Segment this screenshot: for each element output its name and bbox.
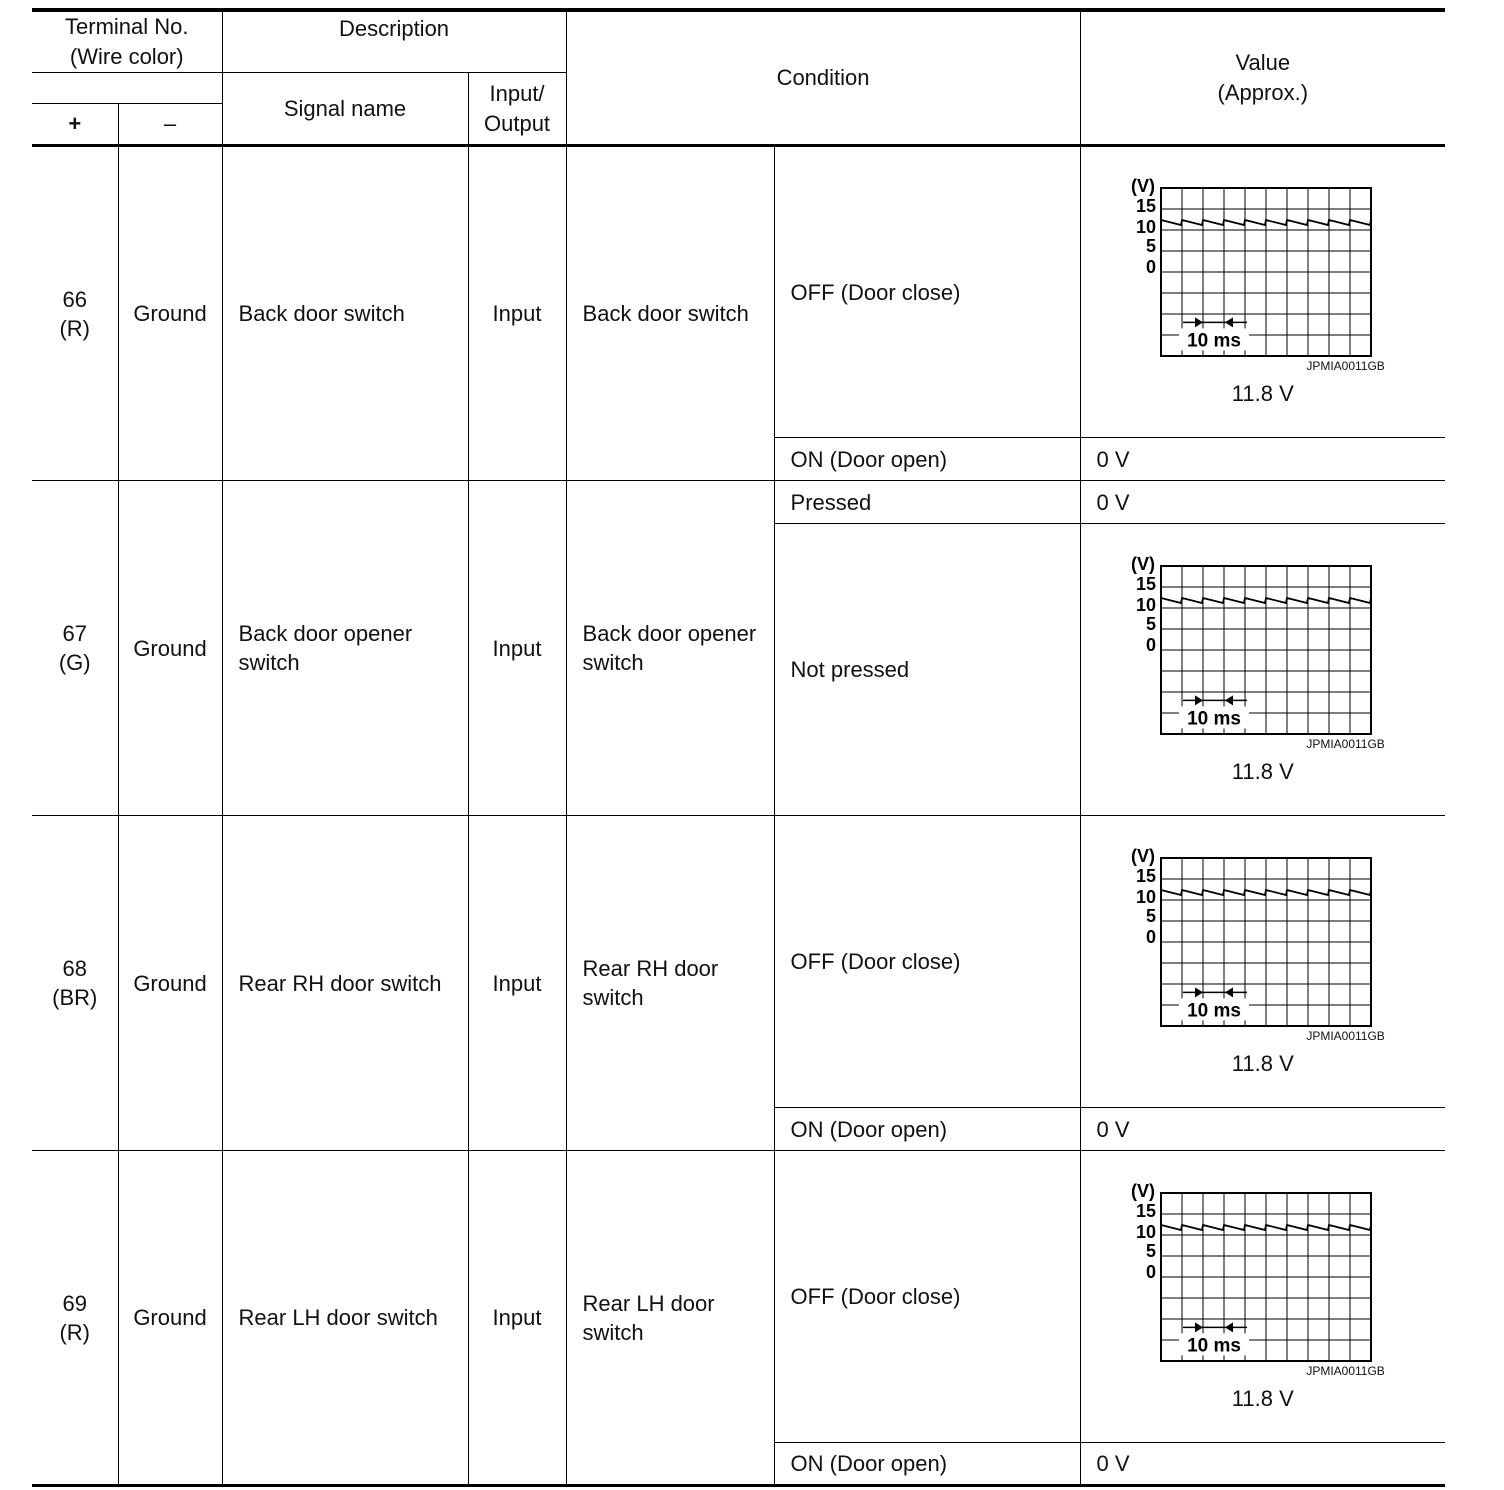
wire-color: (R) — [59, 315, 91, 341]
condition-main-text: Rear RH door — [582, 956, 719, 981]
tick-label: 5 — [1145, 1240, 1156, 1261]
value-cell — [1080, 1108, 1445, 1151]
signal-name-header — [222, 73, 468, 146]
terminal-header-spacer — [32, 73, 222, 104]
signal-name-label: Signal name — [283, 95, 407, 121]
ground-cell — [118, 146, 222, 481]
description-label: Description — [339, 16, 450, 41]
value-cell — [1080, 146, 1445, 438]
io-text: Input — [492, 970, 542, 996]
terminal-number: 66 — [62, 286, 87, 312]
condition-header — [566, 10, 1080, 146]
condition-state-text: OFF (Door close) — [790, 1284, 961, 1309]
value-cell — [1080, 481, 1445, 524]
ground-cell — [118, 816, 222, 1151]
tick-label: 5 — [1145, 905, 1156, 926]
signal-name-text: Back door switch — [238, 301, 405, 326]
tick-label: 5 — [1145, 613, 1156, 634]
terminal-no-header — [32, 10, 222, 73]
condition-main-cell — [566, 146, 774, 481]
signal-name-cell — [222, 816, 468, 1151]
unit-label: (V) — [1130, 1180, 1155, 1201]
condition-main-text: switch — [582, 985, 644, 1010]
signal-name-text: Rear RH door switch — [238, 970, 442, 996]
io-text: Input — [492, 301, 542, 326]
condition-main-text: Rear LH door — [582, 1290, 715, 1316]
tick-label: 10 — [1135, 217, 1156, 237]
terminal-cell — [32, 481, 118, 816]
tick-label: 15 — [1135, 573, 1156, 594]
value-text: 11.8 V — [1231, 381, 1294, 406]
signal-name-cell — [222, 481, 468, 816]
value-cell — [1080, 524, 1445, 816]
io-cell — [468, 816, 566, 1151]
condition-main-text: switch — [582, 650, 644, 675]
signal-name-text: Rear LH door switch — [238, 1305, 438, 1330]
signal-name-cell — [222, 146, 468, 481]
time-scale-label: 10 ms — [1186, 1334, 1241, 1356]
approx-label: (Approx.) — [1217, 80, 1309, 105]
waveform-figure — [1113, 846, 1413, 1078]
condition-state-cell — [774, 524, 1080, 816]
io-cell — [468, 146, 566, 481]
terminal-cell — [32, 1151, 118, 1486]
value-text: 0 V — [1096, 1116, 1130, 1142]
plus-label: + — [68, 111, 82, 136]
table-row — [32, 816, 1445, 1108]
waveform-figure — [1113, 1181, 1413, 1413]
wire-color: (G) — [58, 650, 91, 675]
signal-name-text: Back door opener — [238, 621, 413, 646]
plus-header — [32, 104, 118, 146]
condition-state-cell — [774, 816, 1080, 1108]
table-row — [32, 146, 1445, 438]
condition-main-text: Back door opener — [582, 621, 757, 646]
terminal-number: 68 — [62, 956, 87, 981]
tick-label: 0 — [1145, 257, 1156, 277]
terminal-number: 67 — [62, 621, 87, 646]
io-cell — [468, 1151, 566, 1486]
condition-state-text: Pressed — [790, 489, 872, 515]
tick-label: 10 — [1135, 1221, 1156, 1242]
terminal-number: 69 — [62, 1290, 87, 1316]
condition-state-text: OFF (Door close) — [790, 279, 961, 305]
condition-state-text: ON (Door open) — [790, 1451, 948, 1476]
table-row — [32, 1151, 1445, 1443]
condition-state-cell — [774, 146, 1080, 438]
table-row — [32, 481, 1445, 524]
value-label: Value — [1235, 50, 1291, 75]
minus-terminal: Ground — [133, 1305, 207, 1330]
terminal-spec-table — [32, 8, 1445, 1487]
tick-label: 0 — [1145, 1261, 1156, 1282]
value-header — [1080, 10, 1445, 146]
condition-state-cell — [774, 1443, 1080, 1486]
unit-label: (V) — [1130, 553, 1155, 574]
waveform-graph — [1113, 176, 1413, 362]
time-scale-label: 10 ms — [1186, 330, 1241, 352]
ground-cell — [118, 1151, 222, 1486]
condition-main-cell — [566, 481, 774, 816]
minus-terminal: Ground — [133, 301, 207, 326]
condition-state-text: ON (Door open) — [790, 1116, 948, 1142]
value-cell — [1080, 816, 1445, 1108]
value-text: 11.8 V — [1231, 1385, 1294, 1411]
waveform-figure — [1113, 176, 1413, 408]
waveform-graph — [1113, 1181, 1413, 1367]
unit-label: (V) — [1130, 176, 1155, 196]
value-cell — [1080, 1151, 1445, 1443]
time-scale-label: 10 ms — [1186, 707, 1241, 729]
minus-label: – — [163, 111, 177, 136]
signal-name-text: switch — [238, 650, 300, 675]
condition-main-text: Back door switch — [582, 301, 749, 326]
minus-header — [118, 104, 222, 146]
tick-label: 15 — [1135, 1200, 1156, 1221]
waveform-figure — [1113, 554, 1413, 786]
condition-state-cell — [774, 481, 1080, 524]
tick-label: 10 — [1135, 886, 1156, 907]
value-text: 11.8 V — [1231, 758, 1294, 784]
value-text: 0 V — [1096, 489, 1130, 515]
condition-state-text: ON (Door open) — [790, 446, 948, 472]
condition-main-text: switch — [582, 1319, 644, 1345]
tick-label: 10 — [1135, 594, 1156, 615]
condition-label: Condition — [776, 65, 870, 90]
condition-state-cell — [774, 1108, 1080, 1151]
minus-terminal: Ground — [133, 970, 207, 996]
signal-name-cell — [222, 1151, 468, 1486]
description-header — [222, 10, 566, 73]
figure-code: JPMIA0011GB — [1306, 1028, 1385, 1043]
tick-label: 15 — [1135, 865, 1156, 886]
io-text: Input — [492, 635, 542, 661]
tick-label: 0 — [1145, 926, 1156, 947]
ground-cell — [118, 481, 222, 816]
tick-label: 0 — [1145, 634, 1156, 655]
condition-state-text: OFF (Door close) — [790, 949, 961, 974]
condition-state-cell — [774, 438, 1080, 481]
tick-label: 5 — [1145, 236, 1156, 256]
condition-state-text: Not pressed — [790, 657, 910, 682]
tick-label: 15 — [1135, 196, 1156, 216]
time-scale-label: 10 ms — [1186, 999, 1241, 1021]
wire-color: (BR) — [52, 985, 98, 1010]
io-cell — [468, 481, 566, 816]
value-text: 0 V — [1096, 1451, 1130, 1476]
figure-code: JPMIA0011GB — [1306, 359, 1385, 373]
wire-color-label: (Wire color) — [69, 44, 184, 69]
terminal-no-label: Terminal No. — [65, 14, 189, 39]
minus-terminal: Ground — [133, 635, 207, 661]
figure-code: JPMIA0011GB — [1306, 1363, 1385, 1378]
condition-state-cell — [774, 1151, 1080, 1443]
terminal-cell — [32, 146, 118, 481]
condition-main-cell — [566, 816, 774, 1151]
io-header — [468, 73, 566, 146]
waveform-graph — [1113, 554, 1413, 740]
io-label-1: Input/ — [489, 80, 545, 106]
wire-color: (R) — [59, 1319, 91, 1345]
value-cell — [1080, 1443, 1445, 1486]
io-label-2: Output — [484, 110, 551, 136]
figure-code: JPMIA0011GB — [1306, 736, 1385, 751]
value-text: 0 V — [1096, 446, 1130, 472]
condition-main-cell — [566, 1151, 774, 1486]
value-text: 11.8 V — [1231, 1050, 1294, 1076]
value-cell — [1080, 438, 1445, 481]
table-body — [32, 146, 1445, 1486]
terminal-cell — [32, 816, 118, 1151]
io-text: Input — [492, 1305, 542, 1330]
waveform-graph — [1113, 846, 1413, 1032]
unit-label: (V) — [1130, 845, 1155, 866]
